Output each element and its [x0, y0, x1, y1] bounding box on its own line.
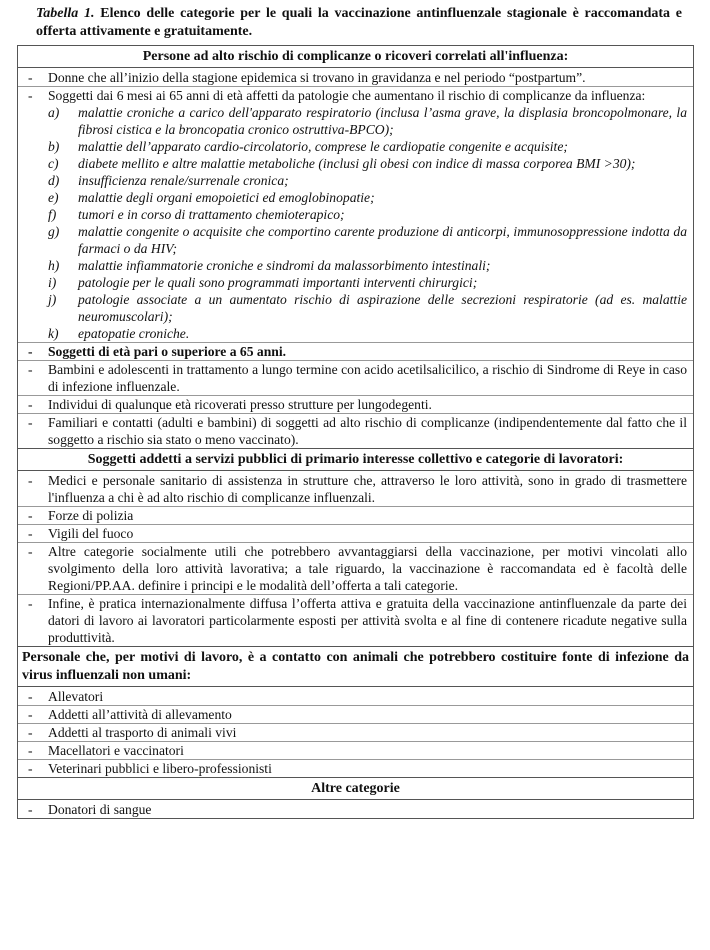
section-header: Persone ad alto rischio di complicanze o ricoveri correlati all'influenza: [18, 46, 693, 68]
item-text: Donatori di sangue [48, 802, 152, 817]
item-text: epatopatie croniche. [78, 326, 190, 341]
sub-item-letter: h) [48, 258, 60, 273]
section-body [18, 800, 693, 818]
sub-list-item [18, 325, 693, 343]
caption-label: Tabella 1. [36, 6, 95, 21]
list-item [18, 87, 693, 104]
item-text: Vigili del fuoco [48, 526, 134, 541]
section-header: Soggetti addetti a servizi pubblici di primario interesse collettivo e categorie di lavoratori: [18, 449, 693, 471]
table-caption [36, 5, 682, 41]
item-text: malattie infiammatorie croniche e sindromi da malassorbimento intestinali; [78, 258, 491, 273]
dash-bullet: - [28, 596, 33, 611]
sub-list-item [18, 291, 693, 325]
sub-list-item [18, 223, 693, 257]
section-body [18, 471, 693, 647]
dash-bullet: - [28, 526, 33, 541]
sub-list-item [18, 257, 693, 274]
sub-item-letter: b) [48, 139, 60, 154]
list-item [18, 414, 693, 448]
item-text: Donne che all’inizio della stagione epidemica si trovano in gravidanza e nel periodo “postpartum”. [48, 70, 586, 85]
dash-bullet: - [28, 707, 33, 722]
item-text: patologie per le quali sono programmati importanti interventi chirurgici; [78, 275, 478, 290]
item-text: Soggetti dai 6 mesi ai 65 anni di età affetti da patologie che aumentano il rischio di complicanze da influenza: [48, 88, 646, 103]
item-text: malattie croniche a carico dell'apparato respiratorio (inclusa l’asma grave, la displasia broncopolmonare, la fibrosi cistica e la broncopatia cronico ostruttiva-BPCO); [78, 105, 687, 137]
categories-table [17, 45, 694, 819]
sub-item-letter: i) [48, 275, 57, 290]
item-text: patologie associate a un aumentato rischio di aspirazione delle secrezioni respiratorie (ad es. malattie neuromuscolari); [78, 292, 687, 324]
sub-item-letter: e) [48, 190, 59, 205]
list-item [18, 724, 693, 742]
list-item [18, 396, 693, 414]
item-text: insufficienza renale/surrenale cronica; [78, 173, 289, 188]
sub-item-letter: j) [48, 292, 57, 307]
item-text: malattie degli organi emopoietici ed emoglobinopatie; [78, 190, 375, 205]
sub-item-letter: g) [48, 224, 60, 239]
item-text: Forze di polizia [48, 508, 134, 523]
section-header: Altre categorie [18, 778, 693, 800]
list-item [18, 760, 693, 777]
dash-bullet: - [28, 508, 33, 523]
dash-bullet: - [28, 70, 33, 85]
list-item [18, 361, 693, 396]
item-text: tumori e in corso di trattamento chemioterapico; [78, 207, 345, 222]
dash-bullet: - [28, 397, 33, 412]
list-item [18, 472, 693, 507]
list-item [18, 543, 693, 595]
list-item [18, 507, 693, 525]
list-item [18, 525, 693, 543]
item-text: diabete mellito e altre malattie metaboliche (inclusi gli obesi con indice di massa corporea BMI >30); [78, 156, 636, 171]
sub-list-item [18, 172, 693, 189]
item-text: Infine, è pratica internazionalmente diffusa l’offerta attiva e gratuita della vaccinazione antinfluenzale da parte dei datori di lavoro ai lavoratori particolarmente esposti per attività svolta e al fine di contenere ricadute negative sulla produttività. [48, 596, 687, 645]
sub-list-item [18, 189, 693, 206]
sub-item-letter: d) [48, 173, 60, 188]
item-text: malattie congenite o acquisite che comportino carente produzione di anticorpi, immunosoppressione indotta da farmaci o da HIV; [78, 224, 687, 256]
list-item [18, 343, 693, 361]
list-item [18, 706, 693, 724]
list-item [18, 595, 693, 646]
list-item [18, 801, 693, 818]
item-text: Medici e personale sanitario di assistenza in strutture che, attraverso le loro attività, sono in grado di trasmettere l'influenza a chi è ad alto rischio di complicanze influenzali. [48, 473, 687, 505]
sub-item-letter: a) [48, 105, 60, 120]
section-body [18, 687, 693, 778]
item-text: Addetti al trasporto di animali vivi [48, 725, 237, 740]
list-item [18, 742, 693, 760]
item-text: Allevatori [48, 689, 104, 704]
sub-item-letter: f) [48, 207, 57, 222]
dash-bullet: - [28, 761, 33, 776]
item-text: Soggetti di età pari o superiore a 65 anni. [48, 344, 287, 359]
item-text: Veterinari pubblici e libero-professionisti [48, 761, 272, 776]
item-text: Altre categorie socialmente utili che potrebbero avvantaggiarsi della vaccinazione, per motivi vincolati allo svolgimento della loro attività lavorativa; a tale riguardo, la vaccinazione è raccomandata ed è facoltà delle Regioni/PP.AA. definire i principi e le modalità dell’offerta a tali categorie. [48, 544, 687, 593]
dash-bullet: - [28, 362, 33, 377]
item-text: Addetti all’attività di allevamento [48, 707, 232, 722]
item-text: malattie dell’apparato cardio-circolatorio, comprese le cardiopatie congenite e acquisite; [78, 139, 568, 154]
item-text: Individui di qualunque età ricoverati presso strutture per lungodegenti. [48, 397, 432, 412]
section-header: Personale che, per motivi di lavoro, è a contatto con animali che potrebbero costituire fonte di infezione da virus influenzali non umani: [18, 647, 693, 687]
list-item [18, 69, 693, 87]
sub-list-item [18, 274, 693, 291]
dash-bullet: - [28, 689, 33, 704]
dash-bullet: - [28, 344, 33, 359]
sub-list-item [18, 138, 693, 155]
dash-bullet: - [28, 88, 33, 103]
caption-text: Elenco delle categorie per le quali la vaccinazione antinfluenzale stagionale è raccomandata e offerta attivamente e gratuitamente. [36, 6, 682, 39]
item-text: Macellatori e vaccinatori [48, 743, 184, 758]
dash-bullet: - [28, 802, 33, 817]
sub-item-letter: c) [48, 156, 59, 171]
sub-list-item [18, 104, 693, 138]
sub-item-letter: k) [48, 326, 59, 341]
dash-bullet: - [28, 415, 33, 430]
dash-bullet: - [28, 743, 33, 758]
dash-bullet: - [28, 544, 33, 559]
sub-list-item [18, 206, 693, 223]
list-item [18, 688, 693, 706]
item-text: Familiari e contatti (adulti e bambini) di soggetti ad alto rischio di complicanze (indipendentemente dal fatto che il soggetto a rischio sia stato o meno vaccinato). [48, 415, 687, 447]
item-text: Bambini e adolescenti in trattamento a lungo termine con acido acetilsalicilico, a rischio di Sindrome di Reye in caso di infezione influenzale. [48, 362, 687, 394]
dash-bullet: - [28, 725, 33, 740]
sub-list-item [18, 155, 693, 172]
section-body [18, 68, 693, 449]
dash-bullet: - [28, 473, 33, 488]
